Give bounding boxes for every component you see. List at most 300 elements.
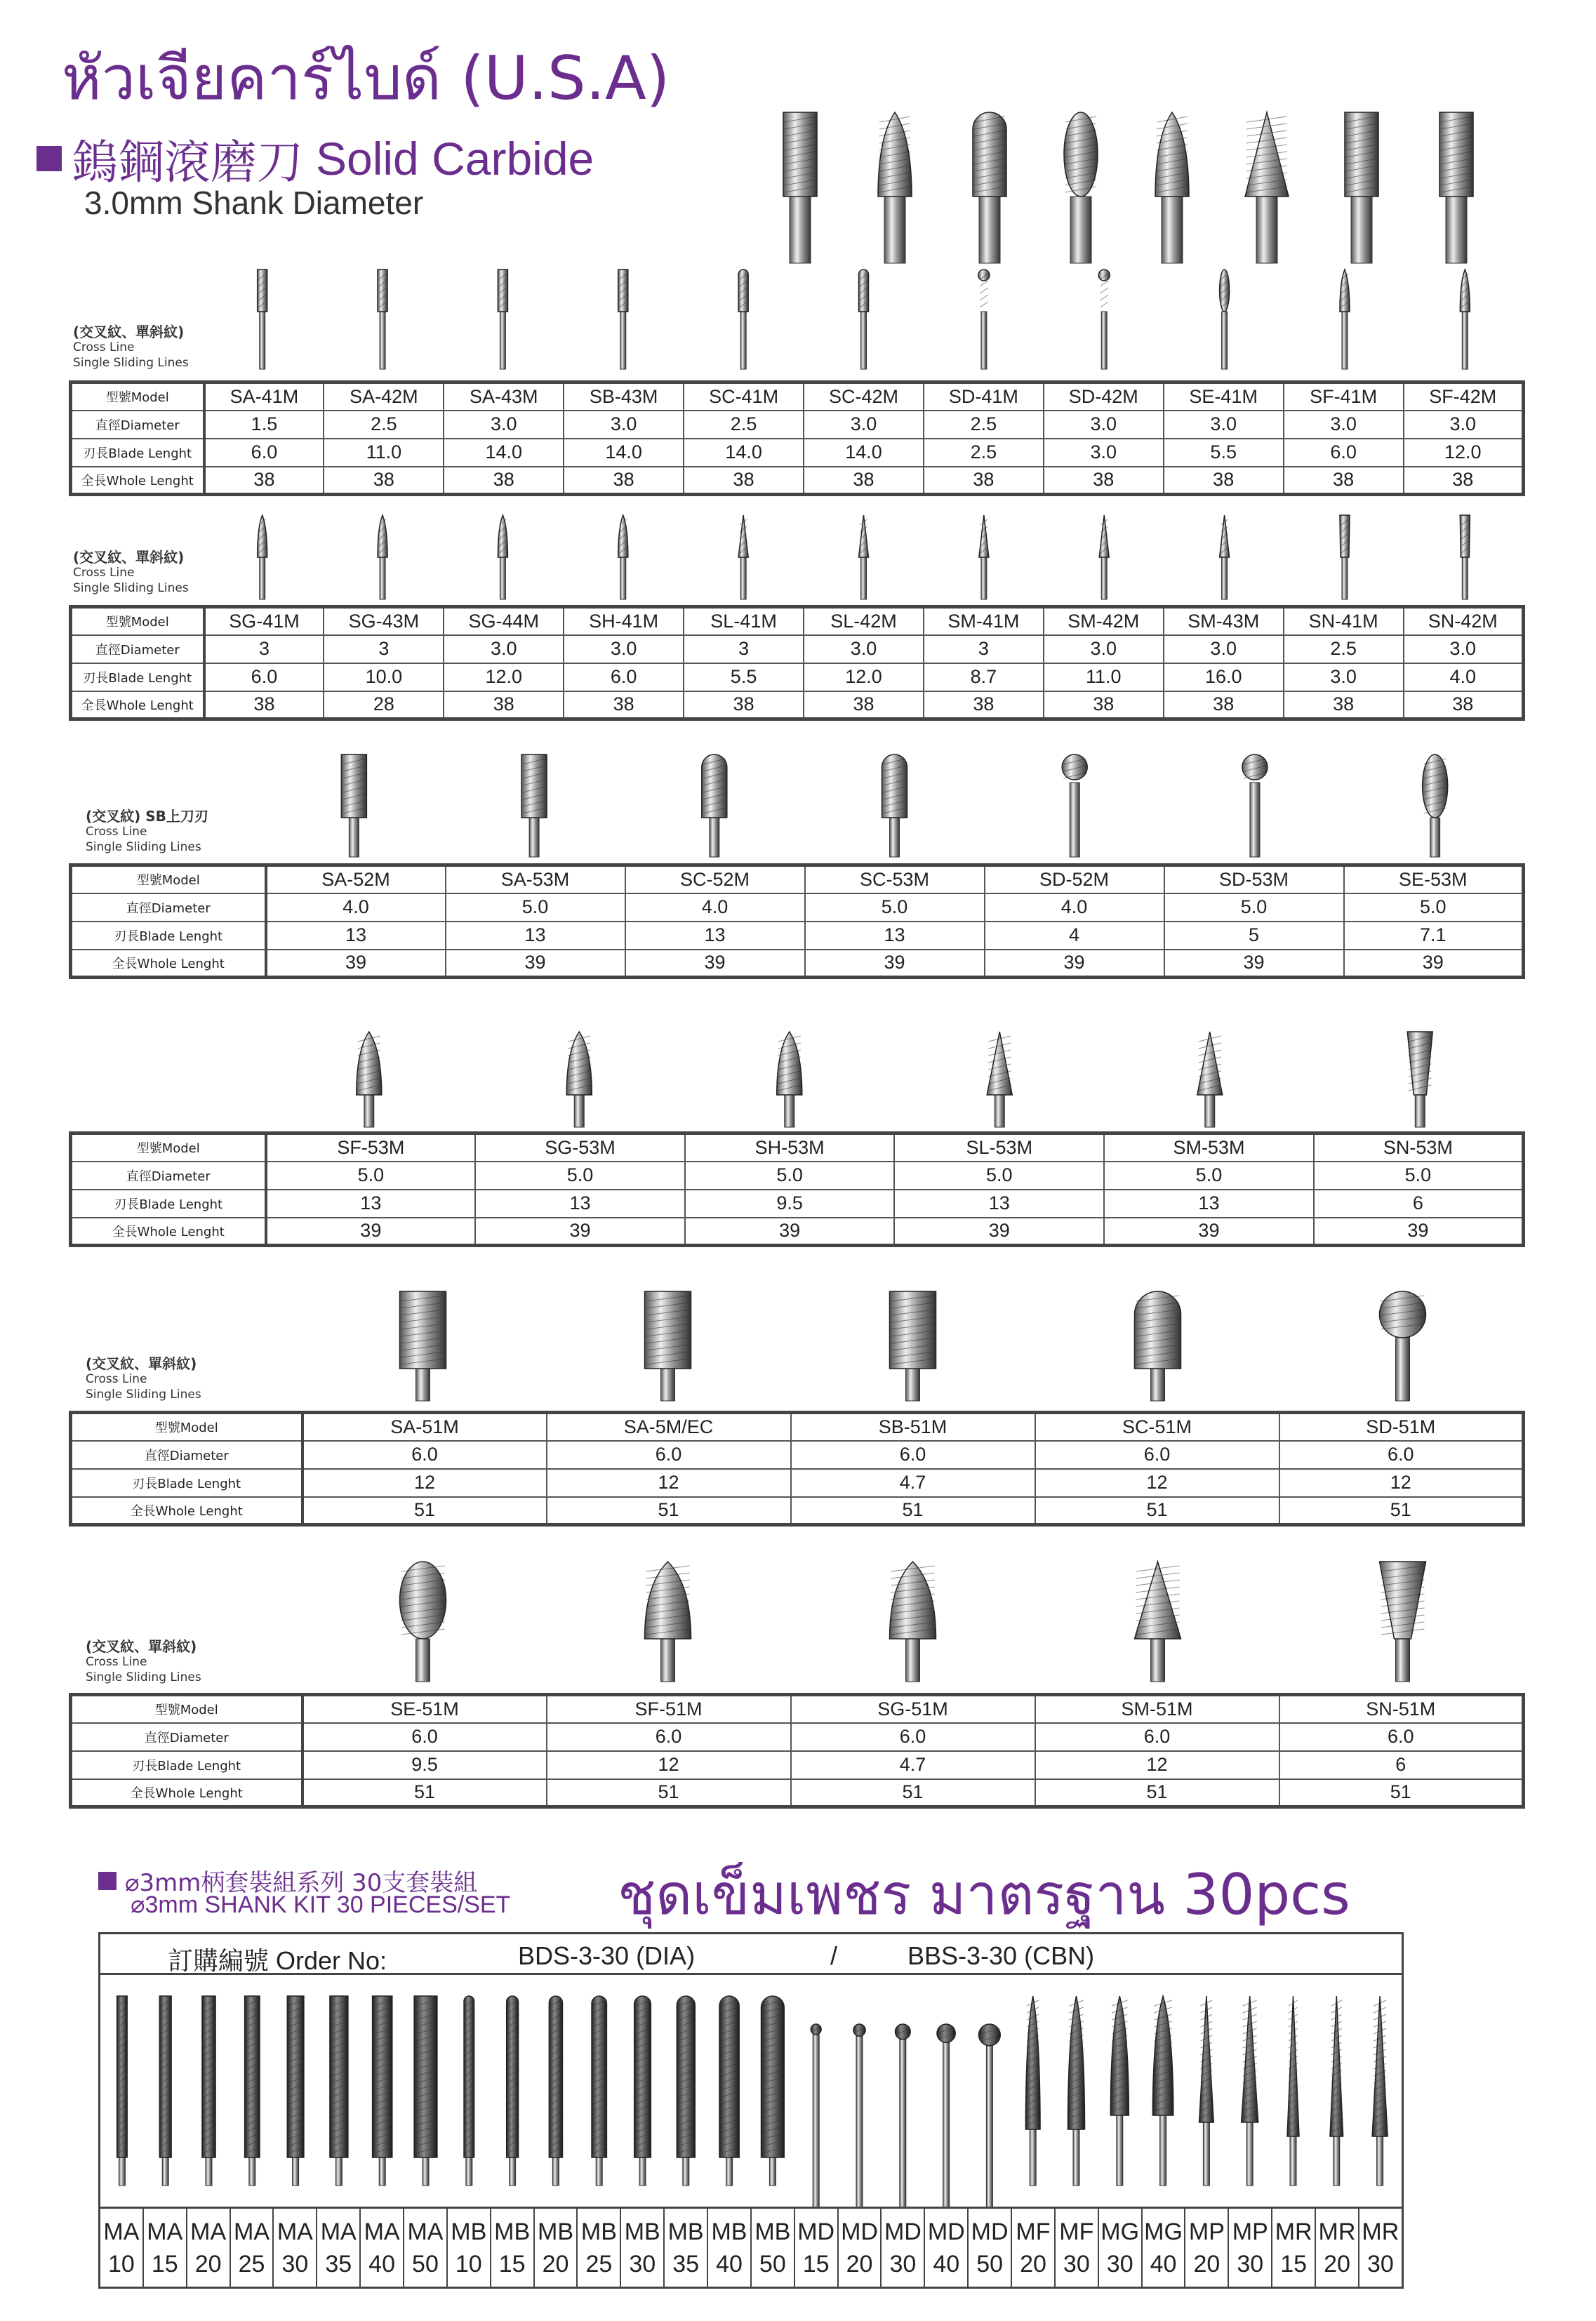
burr-image [400, 1562, 446, 1682]
kit-code-cell [882, 2209, 925, 2289]
burr-image [738, 270, 748, 369]
spec-row-whole [71, 1218, 1524, 1246]
value-cell: 5.0 [1314, 1162, 1524, 1190]
kit-title-cn-text: ⌀3mm柄套裝組系列 30支套裝組 [125, 1869, 478, 1897]
kit-code-cell [621, 2209, 665, 2289]
model-cell: SG-41M [204, 607, 324, 635]
burr-image [1220, 270, 1230, 369]
kit-code-size: 20 [194, 2251, 222, 2277]
section-5-label [86, 1356, 201, 1402]
row-header: 直徑Diameter [71, 1162, 266, 1190]
kit-code-size: 15 [151, 2251, 178, 2277]
model-cell: SM-43M [1164, 607, 1284, 635]
value-cell: 38 [1044, 467, 1164, 495]
value-cell: 12 [547, 1469, 791, 1497]
model-cell: SG-44M [444, 607, 564, 635]
kit-burr-image [1110, 1996, 1129, 2186]
kit-code-series: MA [190, 2219, 227, 2245]
burr-image [1407, 1032, 1432, 1127]
value-cell: 38 [444, 467, 564, 495]
row-header: 刃長Blade Lenght [71, 1751, 302, 1779]
value-cell: 51 [302, 1497, 547, 1525]
kit-code-series: MD [884, 2219, 922, 2245]
value-cell: 13 [625, 922, 805, 950]
value-cell: 4 [985, 922, 1164, 950]
value-cell: 13 [894, 1190, 1104, 1218]
model-cell: SC-53M [805, 865, 985, 893]
value-cell: 3.0 [1164, 635, 1284, 663]
label-line: Single Sliding Lines [86, 1670, 201, 1684]
kit-code-size: 15 [1280, 2251, 1308, 2277]
model-cell: SA-42M [324, 383, 444, 411]
burr-image [645, 1562, 691, 1682]
value-cell: 5.0 [894, 1162, 1104, 1190]
value-cell: 14.0 [444, 439, 564, 467]
section-3-label [86, 809, 208, 855]
spec-row-whole [71, 950, 1524, 978]
value-cell: 38 [684, 691, 804, 719]
section-4-burr-images [260, 1025, 1523, 1130]
value-cell: 51 [302, 1779, 547, 1807]
row-header: 型號Model [71, 1695, 302, 1723]
value-cell: 6.0 [302, 1723, 547, 1751]
kit-title-en: ⌀3mm SHANK KIT 30 PIECES/SET [131, 1891, 511, 1918]
value-cell: 28 [324, 691, 444, 719]
kit-code-series: MG [1100, 2219, 1140, 2245]
burr-image [341, 754, 366, 857]
value-cell: 6.0 [1035, 1723, 1279, 1751]
value-cell: 5.0 [475, 1162, 685, 1190]
burr-image [979, 515, 989, 599]
hero-burr-image [1439, 112, 1473, 263]
section-5-burr-images [302, 1284, 1523, 1404]
burr-image [357, 1032, 382, 1127]
value-cell: 38 [1404, 467, 1524, 495]
spec-row-whole [71, 1779, 1524, 1807]
kit-code-cell [1099, 2209, 1143, 2289]
value-cell: 2.5 [1284, 635, 1404, 663]
spec-row-blade [71, 439, 1524, 467]
burr-image [618, 270, 628, 369]
spec-row-model [71, 607, 1524, 635]
kit-code-series: MD [841, 2219, 878, 2245]
row-header: 直徑Diameter [71, 893, 266, 922]
burr-image [258, 515, 267, 599]
value-cell: 12 [547, 1751, 791, 1779]
kit-code-cell [1143, 2209, 1186, 2289]
value-cell: 6.0 [564, 663, 684, 691]
value-cell: 5.0 [805, 893, 985, 922]
kit-code-series: MB [754, 2219, 791, 2245]
burr-image [378, 515, 387, 599]
kit-burr-image [811, 2024, 821, 2207]
kit-code-series: MP [1232, 2219, 1268, 2245]
order-dia: BDS-3-30 (DIA) [518, 1941, 696, 1970]
value-cell: 39 [625, 950, 805, 978]
value-cell: 38 [204, 691, 324, 719]
order-label: 訂購編號 Order No: [168, 1946, 387, 1975]
value-cell: 6.0 [791, 1723, 1035, 1751]
value-cell: 2.5 [684, 411, 804, 439]
value-cell: 38 [1164, 691, 1284, 719]
burr-image [1098, 270, 1110, 369]
kit-burr-image [677, 1996, 695, 2186]
model-cell: SN-51M [1279, 1695, 1524, 1723]
value-cell: 13 [475, 1190, 685, 1218]
spec-row-diameter [71, 1723, 1524, 1751]
kit-burr-image [634, 1996, 651, 2186]
row-header: 直徑Diameter [71, 1441, 302, 1469]
value-cell: 13 [805, 922, 985, 950]
burr-image [1062, 754, 1087, 857]
kit-code-size: 35 [672, 2251, 700, 2277]
section-2-label [73, 550, 189, 596]
spec-row-diameter [71, 1162, 1524, 1190]
model-cell: SL-41M [684, 607, 804, 635]
product-title-en: Solid Carbide [316, 132, 594, 185]
label-line: (交叉紋、單斜紋) [86, 1355, 197, 1372]
kit-burr-image [853, 2024, 865, 2207]
value-cell: 4.0 [1404, 663, 1524, 691]
section-6-label [86, 1639, 201, 1685]
label-line: Single Sliding Lines [86, 840, 201, 854]
kit-code-size: 30 [889, 2251, 917, 2277]
kit-code-series: MA [103, 2219, 140, 2245]
value-cell: 3.0 [1044, 635, 1164, 663]
row-header: 全長Whole Lenght [71, 950, 266, 978]
value-cell: 6.0 [1279, 1723, 1524, 1751]
kit-burr-image [719, 1996, 739, 2186]
value-cell: 9.5 [685, 1190, 895, 1218]
value-cell: 3.0 [1044, 439, 1164, 467]
value-cell: 8.7 [924, 663, 1044, 691]
row-header: 全長Whole Lenght [71, 1218, 266, 1246]
kit-burr-image [373, 1996, 392, 2186]
kit-code-size: 50 [976, 2251, 1004, 2277]
kit-code-cell [708, 2209, 752, 2289]
kit-code-series: MB [580, 2219, 617, 2245]
model-cell: SB-51M [791, 1413, 1035, 1441]
kit-code-size: 15 [498, 2251, 526, 2277]
value-cell: 3 [684, 635, 804, 663]
value-cell: 3.0 [444, 635, 564, 663]
kit-burr-image [117, 1996, 128, 2186]
spec-table-4 [69, 1131, 1525, 1247]
value-cell: 3.0 [1284, 411, 1404, 439]
model-cell: SH-53M [685, 1133, 895, 1162]
kit-code-size: 20 [1324, 2251, 1350, 2277]
burr-image [1135, 1562, 1181, 1682]
kit-code-cell [795, 2209, 839, 2289]
model-cell: SM-53M [1104, 1133, 1314, 1162]
value-cell: 38 [564, 691, 684, 719]
label-line: Single Sliding Lines [86, 1388, 201, 1402]
kit-burr-image [1152, 1996, 1173, 2186]
section-3-burr-images [211, 747, 1523, 860]
value-cell: 5.0 [685, 1162, 895, 1190]
spec-row-model [71, 1133, 1524, 1162]
kit-burr-image [1025, 1996, 1040, 2186]
burr-image [1460, 270, 1470, 369]
value-cell: 5.0 [446, 893, 625, 922]
value-cell: 6.0 [204, 439, 324, 467]
kit-code-size: 30 [1237, 2251, 1264, 2277]
burr-image [978, 270, 990, 369]
kit-code-series: MD [797, 2219, 835, 2245]
kit-code-series: MA [147, 2219, 183, 2245]
model-cell: SM-51M [1035, 1695, 1279, 1723]
value-cell: 5 [1164, 922, 1344, 950]
kit-code-row [100, 2207, 1402, 2289]
value-cell: 39 [985, 950, 1164, 978]
value-cell: 3.0 [1284, 663, 1404, 691]
spec-row-blade [71, 1190, 1524, 1218]
kit-code-series: MR [1318, 2219, 1356, 2245]
kit-code-cell [274, 2209, 317, 2289]
value-cell: 14.0 [684, 439, 804, 467]
value-cell: 38 [1284, 467, 1404, 495]
spec-row-whole [71, 691, 1524, 719]
burr-image [1340, 515, 1350, 599]
burr-image [1135, 1291, 1181, 1401]
kit-code-cell [187, 2209, 231, 2289]
value-cell: 6.0 [547, 1723, 791, 1751]
model-cell: SC-51M [1035, 1413, 1279, 1441]
kit-code-series: MB [624, 2219, 660, 2245]
spec-row-blade [71, 1751, 1524, 1779]
row-header: 型號Model [71, 865, 266, 893]
model-cell: SM-41M [924, 607, 1044, 635]
kit-code-size: 30 [629, 2251, 656, 2277]
value-cell: 38 [924, 467, 1044, 495]
model-cell: SG-53M [475, 1133, 685, 1162]
kit-code-series: MR [1275, 2219, 1312, 2245]
row-header: 刃長Blade Lenght [71, 439, 204, 467]
value-cell: 6.0 [1284, 439, 1404, 467]
kit-code-series: MR [1362, 2219, 1399, 2245]
spec-row-diameter [71, 1441, 1524, 1469]
burr-image [1380, 1562, 1426, 1682]
value-cell: 51 [547, 1779, 791, 1807]
kit-code-size: 40 [368, 2251, 395, 2277]
label-line: (交叉紋、單斜紋) [73, 549, 185, 566]
section-2-burr-images [204, 512, 1523, 602]
burr-image [987, 1032, 1012, 1127]
value-cell: 11.0 [1044, 663, 1164, 691]
kit-code-cell [361, 2209, 404, 2289]
kit-burr-image [414, 1996, 437, 2186]
value-cell: 51 [1035, 1779, 1279, 1807]
spec-table-3 [69, 863, 1525, 979]
value-cell: 3 [324, 635, 444, 663]
kit-code-series: MD [927, 2219, 965, 2245]
kit-code-cell [925, 2209, 969, 2289]
value-cell: 5.0 [1104, 1162, 1314, 1190]
order-cbn: BBS-3-30 (CBN) [907, 1941, 1095, 1970]
burr-image [645, 1291, 691, 1401]
kit-code-series: MB [494, 2219, 531, 2245]
model-cell: SG-43M [324, 607, 444, 635]
label-line: Single Sliding Lines [73, 581, 189, 595]
burr-image [1197, 1032, 1223, 1127]
kit-burr-image [507, 1996, 519, 2186]
kit-code-series: MA [277, 2219, 313, 2245]
value-cell: 38 [204, 467, 324, 495]
value-cell: 11.0 [324, 439, 444, 467]
burr-image [777, 1032, 802, 1127]
kit-code-cell [317, 2209, 361, 2289]
row-header: 刃長Blade Lenght [71, 922, 266, 950]
value-cell: 51 [791, 1779, 1035, 1807]
spec-row-model [71, 1413, 1524, 1441]
model-cell: SF-41M [1284, 383, 1404, 411]
spec-row-blade [71, 1469, 1524, 1497]
kit-burr-image [979, 2024, 1001, 2207]
row-header: 全長Whole Lenght [71, 1497, 302, 1525]
burr-image [738, 515, 748, 599]
kit-burr-image [1372, 1996, 1388, 2186]
value-cell: 38 [1284, 691, 1404, 719]
value-cell: 38 [324, 467, 444, 495]
model-cell: SC-52M [625, 865, 805, 893]
value-cell: 3.0 [444, 411, 564, 439]
value-cell: 39 [1164, 950, 1344, 978]
value-cell: 6.0 [1035, 1441, 1279, 1469]
value-cell: 39 [1104, 1218, 1314, 1246]
row-header: 直徑Diameter [71, 411, 204, 439]
burr-image [882, 754, 907, 857]
value-cell: 6.0 [1279, 1441, 1524, 1469]
label-line: Single Sliding Lines [73, 356, 189, 370]
kit-code-size: 20 [846, 2251, 873, 2277]
kit-code-cell [1316, 2209, 1359, 2289]
value-cell: 2.5 [924, 439, 1044, 467]
value-cell: 9.5 [302, 1751, 547, 1779]
section-6-burr-images [302, 1555, 1523, 1684]
kit-code-size: 30 [1106, 2251, 1133, 2277]
kit-code-size: 50 [412, 2251, 439, 2277]
model-cell: SA-43M [444, 383, 564, 411]
kit-code-size: 20 [1193, 2251, 1221, 2277]
kit-burr-image [895, 2024, 910, 2207]
spec-row-whole [71, 467, 1524, 495]
row-header: 型號Model [71, 383, 204, 411]
burr-image [618, 515, 628, 599]
value-cell: 38 [1404, 691, 1524, 719]
hero-burr-image [1245, 112, 1289, 263]
value-cell: 3.0 [1404, 635, 1524, 663]
model-cell: SB-43M [564, 383, 684, 411]
kit-code-size: 40 [1150, 2251, 1177, 2277]
value-cell: 12.0 [1404, 439, 1524, 467]
spec-row-diameter [71, 411, 1524, 439]
value-cell: 3.0 [804, 411, 924, 439]
label-line: Cross Line [73, 340, 135, 354]
value-cell: 4.0 [266, 893, 446, 922]
model-cell: SM-42M [1044, 607, 1164, 635]
burr-image [702, 754, 727, 857]
model-cell: SL-53M [894, 1133, 1104, 1162]
kit-title-thai: ชุดเข็มเพชร มาตรฐาน 30pcs [618, 1862, 1350, 1927]
kit-burr-image [245, 1996, 260, 2186]
kit-code-series: MA [234, 2219, 270, 2245]
value-cell: 4.0 [985, 893, 1164, 922]
value-cell: 3 [924, 635, 1044, 663]
row-header: 刃長Blade Lenght [71, 1190, 266, 1218]
kit-code-series: MD [971, 2219, 1009, 2245]
kit-burr-images [100, 1975, 1402, 2207]
kit-code-series: MG [1144, 2219, 1183, 2245]
model-cell: SD-52M [985, 865, 1164, 893]
kit-code-size: 20 [1020, 2251, 1046, 2277]
model-cell: SA-41M [204, 383, 324, 411]
hero-burr-image [1345, 112, 1378, 263]
model-cell: SN-41M [1284, 607, 1404, 635]
burr-image [566, 1032, 592, 1127]
burr-image [859, 515, 869, 599]
hero-burr-image [1064, 112, 1098, 263]
burr-image [498, 270, 507, 369]
value-cell: 39 [805, 950, 985, 978]
kit-code-cell [1272, 2209, 1316, 2289]
value-cell: 13 [266, 922, 446, 950]
kit-code-cell [491, 2209, 535, 2289]
label-line: Cross Line [86, 825, 147, 839]
burr-image [378, 270, 387, 369]
burr-image [859, 270, 869, 369]
value-cell: 6.0 [547, 1441, 791, 1469]
spec-row-blade [71, 663, 1524, 691]
value-cell: 5.5 [1164, 439, 1284, 467]
kit-code-size: 30 [1063, 2251, 1090, 2277]
model-cell: SD-53M [1164, 865, 1344, 893]
value-cell: 39 [446, 950, 625, 978]
kit-code-cell [1229, 2209, 1272, 2289]
section-1-label [73, 324, 189, 371]
kit-burr-image [1242, 1996, 1258, 2186]
hero-burr-image [973, 112, 1006, 263]
label-line: (交叉紋) SB上刀刃 [86, 808, 208, 825]
kit-code-size: 40 [933, 2251, 960, 2277]
model-cell: SA-53M [446, 865, 625, 893]
model-cell: SL-42M [804, 607, 924, 635]
row-header: 直徑Diameter [71, 635, 204, 663]
spec-table-2 [69, 605, 1525, 721]
kit-code-size: 30 [281, 2251, 309, 2277]
kit-code-size: 10 [108, 2251, 135, 2277]
burr-image [1099, 515, 1109, 599]
burr-image [258, 270, 267, 369]
row-header: 型號Model [71, 1413, 302, 1441]
value-cell: 5.0 [266, 1162, 476, 1190]
value-cell: 38 [444, 691, 564, 719]
burr-image [1380, 1291, 1426, 1401]
kit-code-size: 30 [1366, 2251, 1394, 2277]
value-cell: 12 [302, 1469, 547, 1497]
value-cell: 51 [547, 1497, 791, 1525]
burr-image [1340, 270, 1350, 369]
value-cell: 13 [266, 1190, 476, 1218]
kit-code-series: MF [1016, 2219, 1051, 2245]
shank-diameter-note: 3.0mm Shank Diameter [84, 185, 424, 221]
kit-burr-image [202, 1996, 215, 2186]
model-cell: SD-42M [1044, 383, 1164, 411]
value-cell: 3.0 [1164, 411, 1284, 439]
value-cell: 39 [266, 1218, 476, 1246]
hero-burr-image [878, 112, 912, 263]
kit-code-size: 15 [802, 2251, 830, 2277]
row-header: 型號Model [71, 607, 204, 635]
